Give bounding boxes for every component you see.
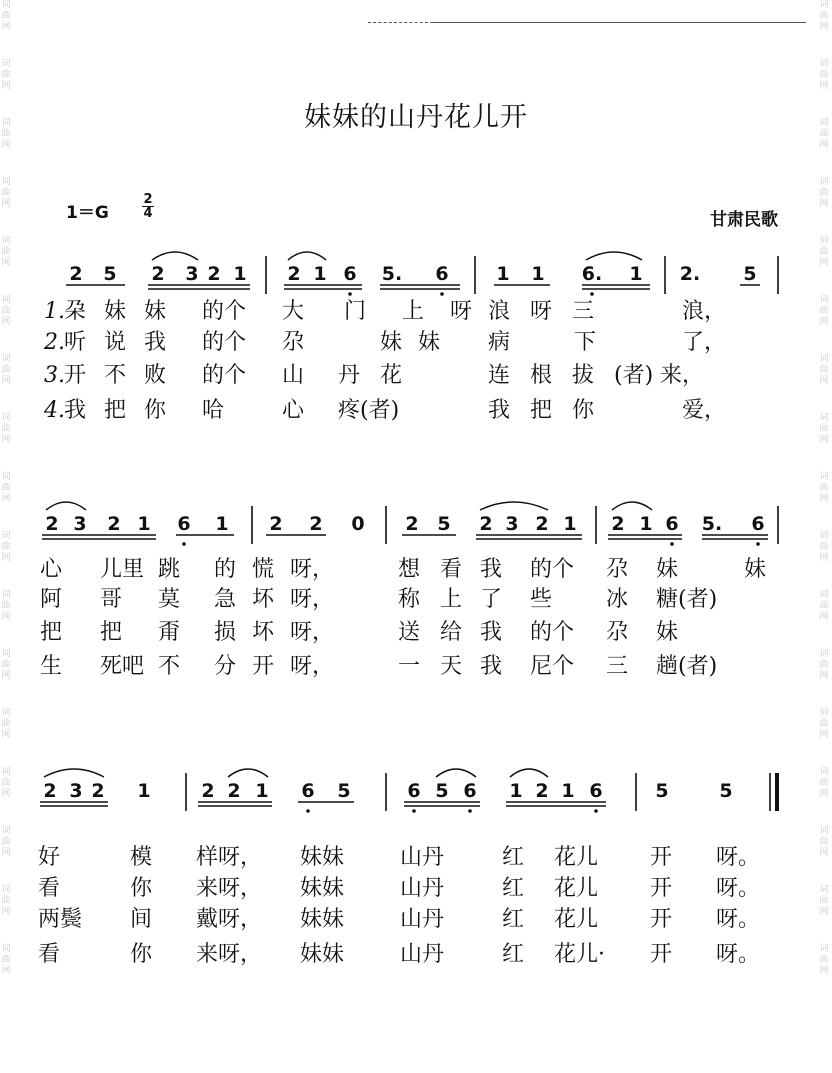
lyric-syllable: 呀: [530, 299, 553, 324]
watermark-text: 词曲网: [1, 118, 11, 150]
lyric-syllable: 的个: [202, 299, 247, 324]
lyric-syllable: 坏: [252, 587, 275, 612]
lyric-syllable: 我: [480, 620, 503, 645]
lyric-syllable: 妹: [418, 330, 441, 355]
lyric-syllable: 给: [440, 620, 463, 645]
watermark-text: 词曲网: [819, 354, 829, 386]
note: 3: [505, 513, 519, 535]
lyric-syllable: 根: [530, 363, 553, 388]
note: 5: [337, 780, 351, 802]
note: 2: [43, 780, 57, 802]
watermark-text: 词曲网: [1, 944, 11, 976]
lyric-syllable: 山: [282, 363, 305, 388]
lyric-syllable: 趟(者): [656, 654, 718, 679]
note: 2: [45, 513, 59, 535]
lyric-syllable: 妹: [144, 299, 167, 324]
lyric-syllable: 尕: [282, 330, 305, 355]
watermark-text: 词曲网: [1, 826, 11, 858]
lyric-syllable: 把: [40, 620, 63, 645]
slur: [46, 502, 86, 510]
lower-octave-dot: [182, 542, 186, 546]
note: 2: [201, 780, 215, 802]
lyric-syllable: 不: [104, 363, 127, 388]
note: 6: [435, 263, 449, 285]
lyric-syllable: 病: [488, 330, 511, 355]
lyric-syllable: 拔: [572, 363, 595, 388]
note: 1: [561, 780, 575, 802]
lyric-syllable: 哥: [100, 587, 123, 612]
lyric-syllable: 尕: [606, 620, 629, 645]
lower-octave-dot: [756, 542, 760, 546]
note: 6: [301, 780, 315, 802]
lyric-syllable: 了: [480, 587, 503, 612]
lyric-syllable: 的个: [530, 620, 575, 645]
watermark-text: 词曲网: [819, 767, 829, 799]
lyric-syllable: 心: [282, 398, 305, 423]
lyric-syllable: 呀: [450, 299, 473, 324]
lyric-syllable: 的个: [202, 363, 247, 388]
note: 6: [665, 513, 679, 535]
note: 2: [269, 513, 283, 535]
lyric-syllable: 来呀，: [196, 876, 263, 901]
watermark-text: 词曲网: [1, 295, 11, 327]
lower-octave-dot: [590, 292, 594, 296]
watermark-text: 词曲网: [819, 236, 829, 268]
lyric-syllable: 花儿: [554, 907, 599, 932]
time-signature-top: 2: [143, 192, 153, 207]
lyric-syllable: 把: [104, 398, 127, 423]
lyric-syllable: (者): [614, 363, 654, 388]
lyric-syllable: 甭: [158, 620, 181, 645]
lyric-syllable: 看: [38, 942, 61, 967]
lyric-syllable: 心: [40, 557, 63, 582]
note: 1: [255, 780, 269, 802]
lower-octave-dot: [594, 809, 598, 813]
watermark-text: 词曲网: [819, 649, 829, 681]
lyric-syllable: 朶: [64, 299, 87, 324]
note: 5: [655, 780, 669, 802]
watermark-text: 词曲网: [819, 59, 829, 91]
watermark-text: 词曲网: [1, 649, 11, 681]
lower-octave-dot: [412, 809, 416, 813]
lyric-syllable: 呀，: [290, 557, 335, 582]
lyric-syllable: 你: [130, 942, 153, 967]
lyric-syllable: 妹妹: [300, 907, 345, 932]
lyric-syllable: 妹: [744, 557, 767, 582]
lyric-syllable: 戴呀，: [196, 907, 263, 932]
watermark-text: 词曲网: [1, 767, 11, 799]
lyric-syllable: 死吧: [100, 654, 145, 679]
lyric-syllable: 我: [64, 398, 87, 423]
lyric-syllable: 哈: [202, 398, 225, 423]
note: 2: [405, 513, 419, 535]
lyric-syllable: 红: [502, 876, 525, 901]
lyric-syllable: 分: [214, 654, 237, 679]
slur: [586, 252, 642, 260]
lyric-syllable: 些: [530, 587, 553, 612]
watermark-text: 词曲网: [819, 177, 829, 209]
lyric-syllable: 呀，: [290, 620, 335, 645]
lyric-syllable: 看: [440, 557, 463, 582]
lower-octave-dot: [348, 292, 352, 296]
lyric-syllable: 山丹: [400, 942, 445, 967]
note: 2: [309, 513, 323, 535]
lyric-syllable: 不: [158, 654, 181, 679]
lyric-syllable: 败: [144, 363, 167, 388]
lyric-syllable: 送: [398, 620, 421, 645]
note: 5: [435, 780, 449, 802]
note: 6: [407, 780, 421, 802]
lyric-syllable: 妹: [104, 299, 127, 324]
lyric-syllable: 门: [344, 299, 367, 324]
lyric-syllable: 连: [488, 363, 511, 388]
lyric-syllable: 把: [100, 620, 123, 645]
watermark-text: 词曲网: [819, 826, 829, 858]
lyric-syllable: 大: [282, 299, 305, 324]
note: 6: [177, 513, 191, 535]
watermark-text: 词曲网: [1, 0, 11, 32]
lyric-syllable: 三: [606, 654, 629, 679]
lyric-syllable: 糖(者): [656, 587, 718, 612]
lyric-syllable: 山丹: [400, 845, 445, 870]
lyric-syllable: 呀。: [716, 907, 761, 932]
lyric-syllable: 两鬓: [38, 907, 83, 932]
slur: [612, 502, 652, 510]
lyric-syllable: 来，: [660, 363, 705, 388]
lyric-syllable: 妹妹: [300, 942, 345, 967]
lyric-syllable: 呀，: [290, 654, 335, 679]
note: 1: [531, 263, 545, 285]
lyric-syllable: 来呀，: [196, 942, 263, 967]
lyric-syllable: 山丹: [400, 907, 445, 932]
note: 2: [611, 513, 625, 535]
watermark-text: 词曲网: [1, 236, 11, 268]
lyric-syllable: 妹妹: [300, 876, 345, 901]
note: 6: [343, 263, 357, 285]
lyric-syllable: 好: [38, 845, 61, 870]
lyric-syllable: 丹: [338, 363, 361, 388]
note: 6.: [581, 263, 603, 285]
note: 1: [137, 513, 151, 535]
watermark-text: 词曲网: [819, 590, 829, 622]
watermark-text: 词曲网: [819, 413, 829, 445]
lyric-syllable: 尼个: [530, 654, 575, 679]
watermark-text: 词曲网: [1, 531, 11, 563]
lyric-syllable: 称: [398, 587, 421, 612]
note: 6: [589, 780, 603, 802]
watermark-text: 词曲网: [819, 0, 829, 32]
lyric-syllable: 跳: [158, 557, 181, 582]
lyric-syllable: 红: [502, 845, 525, 870]
lyric-syllable: 说: [104, 330, 127, 355]
slur: [480, 502, 548, 510]
lyric-syllable: 浪: [488, 299, 511, 324]
lyric-syllable: 急: [214, 587, 237, 612]
note: 6: [751, 513, 765, 535]
lyric-syllable: 的个: [530, 557, 575, 582]
slur: [228, 769, 268, 777]
note: 2: [207, 263, 221, 285]
lower-octave-dot: [670, 542, 674, 546]
lyric-syllable: 一: [398, 654, 421, 679]
lyric-syllable: 开: [650, 907, 673, 932]
watermark-text: 词曲网: [819, 295, 829, 327]
lyric-syllable: 你: [572, 398, 595, 423]
watermark-text: 词曲网: [1, 59, 11, 91]
note: 3: [69, 780, 83, 802]
lyric-syllable: 的个: [202, 330, 247, 355]
lyric-syllable: 疼(者): [338, 398, 400, 423]
lyric-syllable: 开: [650, 876, 673, 901]
lyric-syllable: 开: [650, 845, 673, 870]
note: 0: [351, 513, 365, 535]
note: 2: [151, 263, 165, 285]
lyric-syllable: 三: [572, 299, 595, 324]
lyric-syllable: 看: [38, 876, 61, 901]
lyric-syllable: 你: [144, 398, 167, 423]
lyric-syllable: 山丹: [400, 876, 445, 901]
lower-octave-dot: [440, 292, 444, 296]
lyric-syllable: 4.: [44, 398, 65, 423]
slur: [44, 769, 104, 777]
lyric-syllable: 了，: [682, 330, 727, 355]
watermark-text: 词曲网: [1, 472, 11, 504]
lyric-syllable: 浪，: [682, 299, 727, 324]
note: 2: [287, 263, 301, 285]
note: 1: [313, 263, 327, 285]
lyric-syllable: 花儿: [554, 876, 599, 901]
lyric-syllable: 花儿·: [554, 942, 605, 967]
lyric-syllable: 爱，: [682, 398, 727, 423]
song-title: 妹妹的山丹花儿开: [304, 102, 528, 133]
lyric-syllable: 我: [480, 557, 503, 582]
lyric-syllable: 我: [144, 330, 167, 355]
note: 5: [103, 263, 117, 285]
lyric-syllable: 冰: [606, 587, 629, 612]
watermark-text: 词曲网: [1, 708, 11, 740]
note: 1: [233, 263, 247, 285]
lyric-syllable: 花: [380, 363, 403, 388]
slur: [288, 252, 326, 260]
lyric-syllable: 红: [502, 907, 525, 932]
lyric-syllable: 生: [40, 654, 63, 679]
note: 5: [743, 263, 757, 285]
lyric-syllable: 我: [480, 654, 503, 679]
note: 5: [719, 780, 733, 802]
note: 1: [639, 513, 653, 535]
note: 3: [73, 513, 87, 535]
lyric-syllable: 我: [488, 398, 511, 423]
slur: [510, 769, 548, 777]
slur: [436, 769, 476, 777]
lyric-syllable: 1.: [44, 299, 65, 324]
lyric-syllable: 坏: [252, 620, 275, 645]
note: 5: [437, 513, 451, 535]
song-origin: 甘肃民歌: [710, 210, 778, 230]
lyric-syllable: 上: [440, 587, 463, 612]
lyric-syllable: 阿: [40, 587, 63, 612]
watermark-text: 词曲网: [819, 944, 829, 976]
lyric-syllable: 2.: [44, 330, 65, 355]
note: 2: [69, 263, 83, 285]
lyric-syllable: 红: [502, 942, 525, 967]
note: 1: [137, 780, 151, 802]
lyric-syllable: 损: [214, 620, 237, 645]
note: 2: [535, 513, 549, 535]
lyric-syllable: 把: [530, 398, 553, 423]
lyric-syllable: 开: [252, 654, 275, 679]
lyric-syllable: 尕: [606, 557, 629, 582]
watermark-text: 词曲网: [819, 531, 829, 563]
lyric-syllable: 的: [214, 557, 237, 582]
lyric-syllable: 呀。: [716, 876, 761, 901]
lyric-syllable: 开: [650, 942, 673, 967]
lyric-syllable: 呀，: [290, 587, 335, 612]
lyric-syllable: 想: [398, 557, 421, 582]
note: 2: [479, 513, 493, 535]
watermark-text: 词曲网: [1, 413, 11, 445]
lyric-syllable: 间: [130, 907, 153, 932]
watermark-text: 词曲网: [1, 354, 11, 386]
lyric-syllable: 开: [64, 363, 87, 388]
lower-octave-dot: [306, 809, 310, 813]
note: 2.: [679, 263, 701, 285]
lyric-syllable: 上: [402, 299, 425, 324]
note: 6: [463, 780, 477, 802]
note: 1: [563, 513, 577, 535]
time-signature-bottom: 4: [143, 206, 153, 221]
lyric-syllable: 3.: [44, 363, 65, 388]
lyric-syllable: 呀。: [716, 845, 761, 870]
watermark-text: 词曲网: [819, 472, 829, 504]
note: 2: [535, 780, 549, 802]
note: 3: [185, 263, 199, 285]
watermark-text: 词曲网: [819, 118, 829, 150]
lyric-syllable: 妹: [656, 557, 679, 582]
note: 1: [215, 513, 229, 535]
watermark-text: 词曲网: [819, 885, 829, 917]
note: 1: [629, 263, 643, 285]
watermark-text: 词曲网: [1, 177, 11, 209]
lyric-syllable: 呀。: [716, 942, 761, 967]
lyric-syllable: 样呀，: [196, 845, 263, 870]
note: 2: [107, 513, 121, 535]
lower-octave-dot: [468, 809, 472, 813]
lyric-syllable: 莫: [158, 587, 181, 612]
lyric-syllable: 模: [130, 845, 153, 870]
note: 5.: [701, 513, 723, 535]
lyric-syllable: 妹: [380, 330, 403, 355]
lyric-syllable: 天: [440, 654, 463, 679]
note: 1: [496, 263, 510, 285]
lyric-syllable: 妹妹: [300, 845, 345, 870]
watermark-text: 词曲网: [1, 885, 11, 917]
lyric-syllable: 你: [130, 876, 153, 901]
lyric-syllable: 儿里: [100, 557, 145, 582]
note: 1: [509, 780, 523, 802]
lyric-syllable: 下: [574, 330, 597, 355]
key-signature: 1＝G: [66, 203, 109, 223]
lyric-syllable: 慌: [252, 557, 275, 582]
watermark-text: 词曲网: [1, 590, 11, 622]
lyric-syllable: 妹: [656, 620, 679, 645]
lyric-syllable: 听: [64, 330, 87, 355]
lyric-syllable: 花儿: [554, 845, 599, 870]
note: 2: [227, 780, 241, 802]
note: 5.: [381, 263, 403, 285]
note: 2: [91, 780, 105, 802]
slur: [152, 252, 198, 260]
watermark-text: 词曲网: [819, 708, 829, 740]
